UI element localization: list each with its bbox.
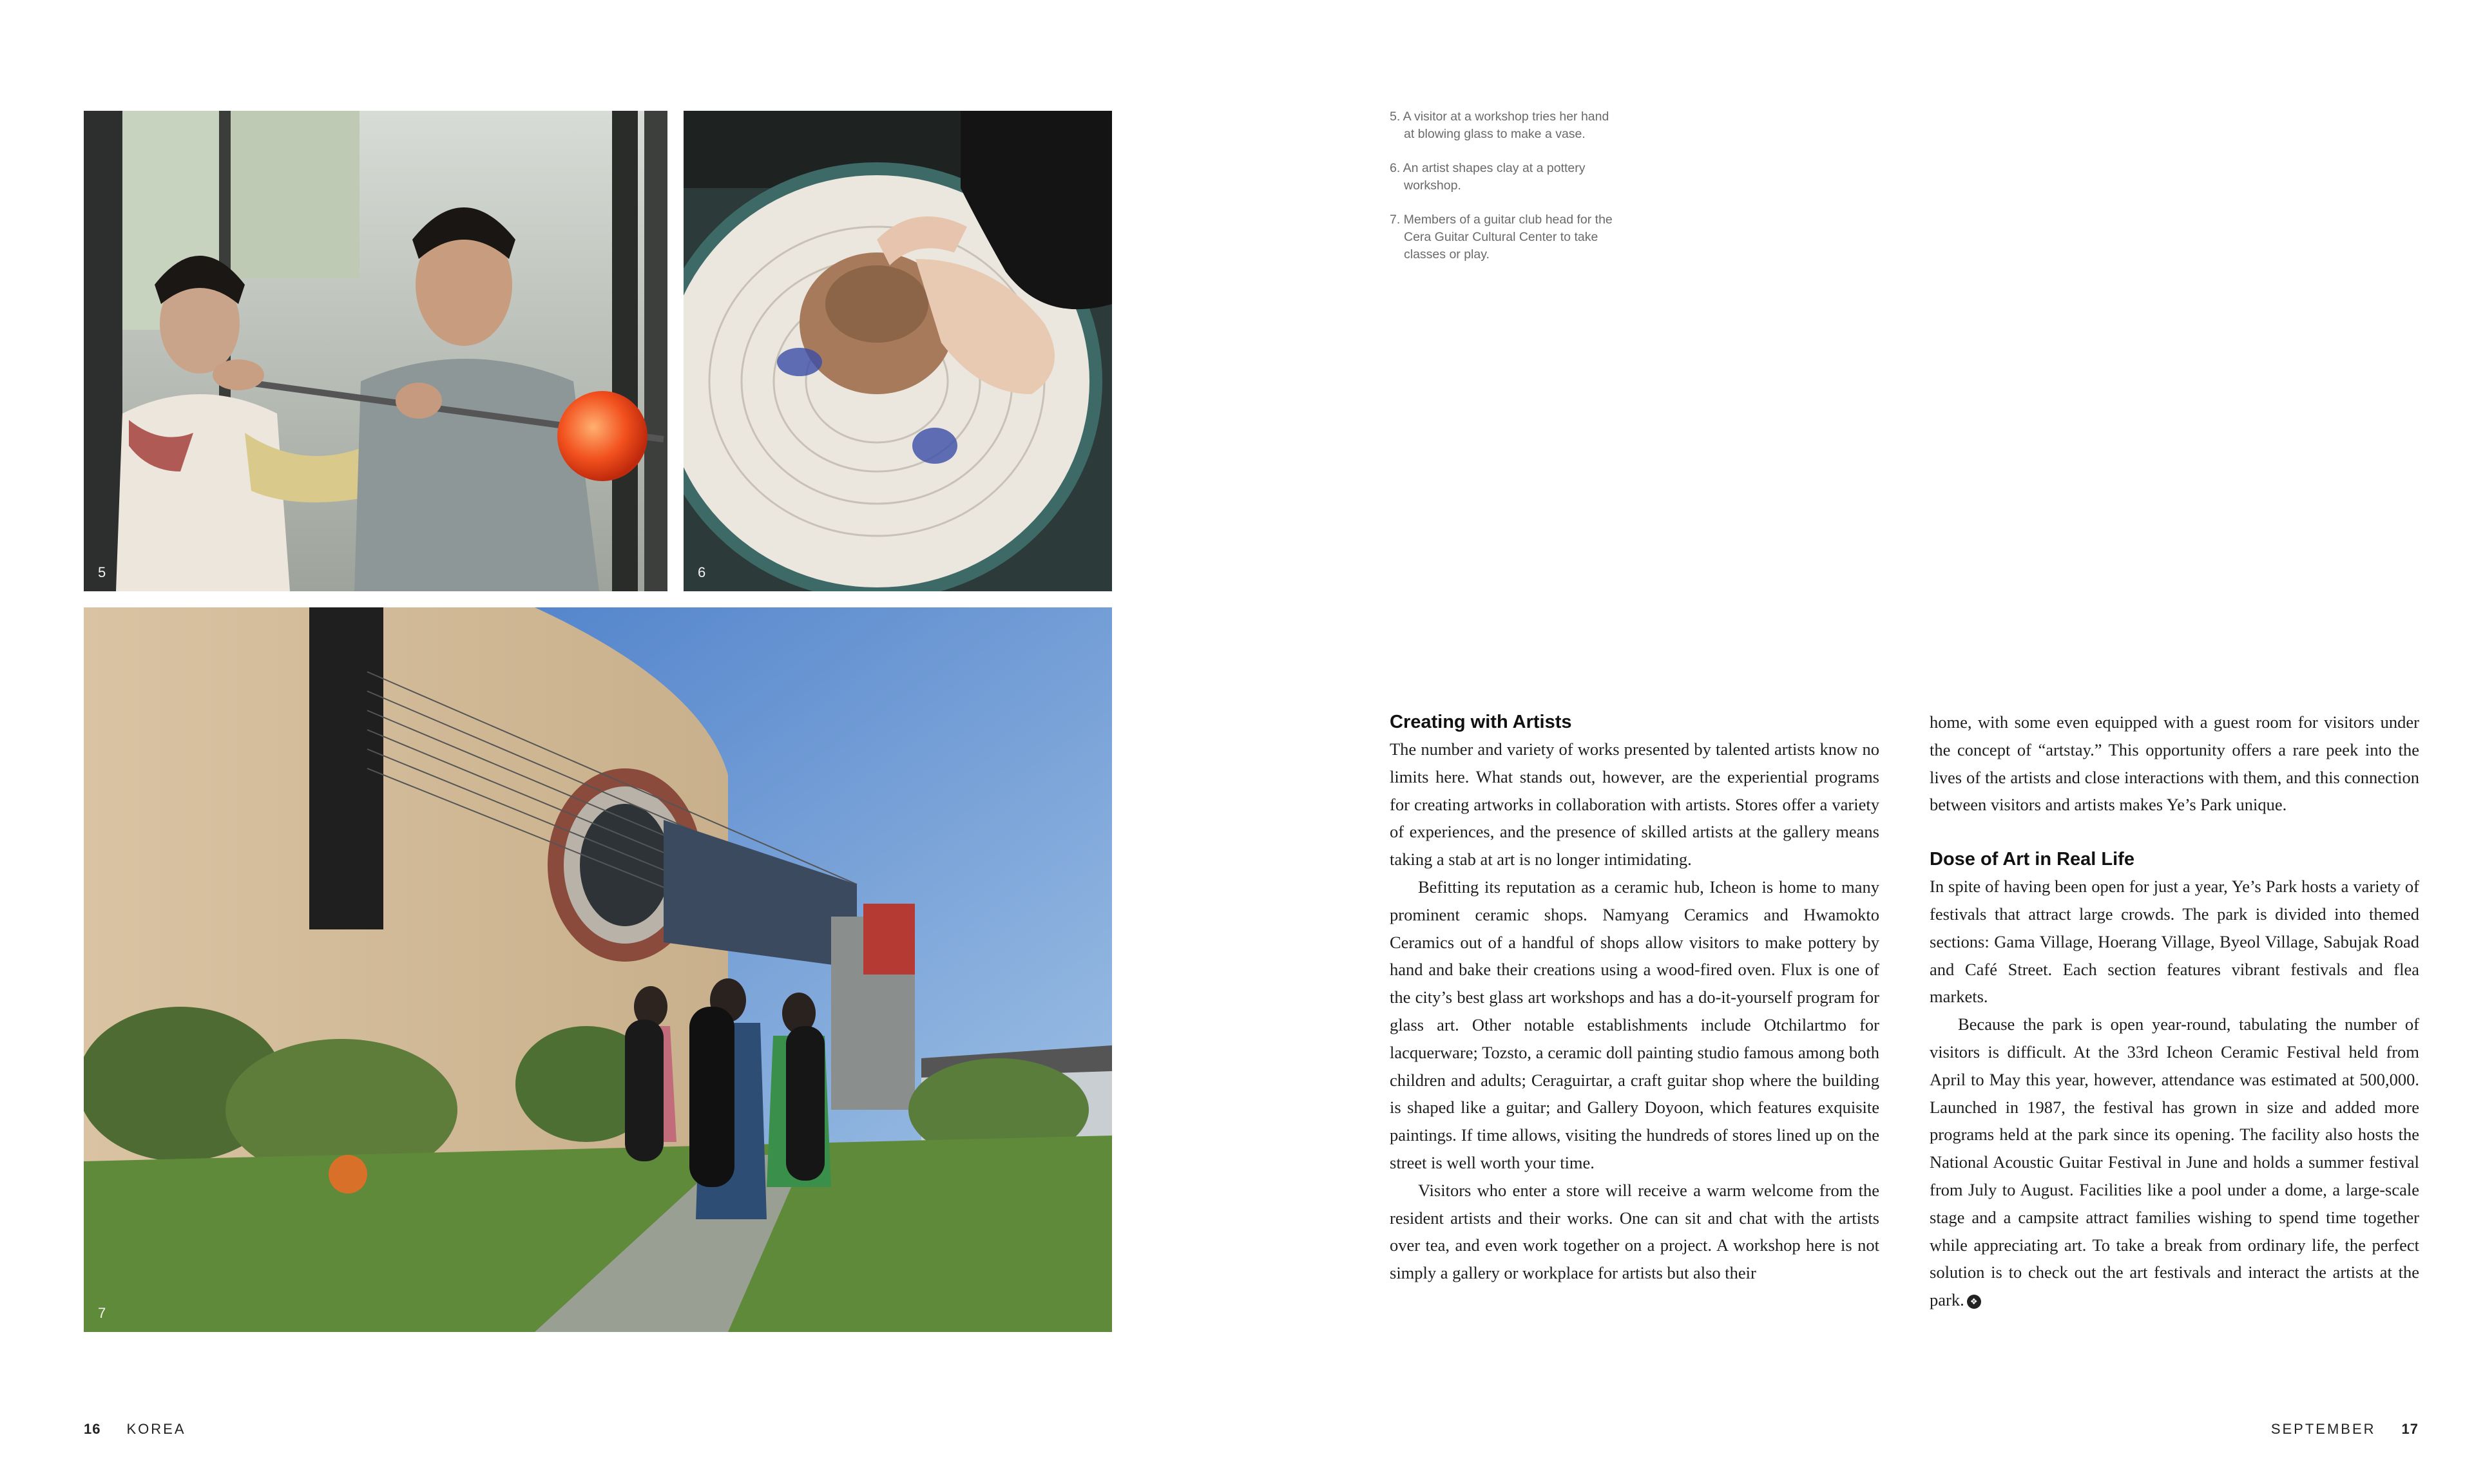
page-number-right: 17 bbox=[2401, 1421, 2419, 1437]
glass-blowing-image bbox=[84, 111, 667, 591]
photo-pottery-wheel bbox=[684, 111, 1112, 591]
page-number-left: 16 bbox=[84, 1421, 101, 1437]
paragraph bbox=[1930, 1011, 2419, 1314]
paragraph: Visitors who enter a store will receive a warm welcome from the resident artists and their works. One can sit and chat with the artists over tea, and even work together on a project. A workshop here is not simply a gallery or workplace for artists but also their bbox=[1390, 1180, 1879, 1283]
paragraph-text: Because the park is open year-round, tabulating the number of visitors is difficult. At the 33rd Icheon Ceramic Festival held from April to May this year, however, attendance was estimated at 500,000. Launched in 1987, the festival has grown in size and added more programs held at the park since its opening. The facility also hosts the National Acoustic Guitar Festival in June and holds a summer festival from July to August. Facilities like a pool under a dome, a large-scale stage and a campsite attract families wishing to spend time together while appreciating art. To take a break from ordinary life, the perfect solution is to check out the art festivals and interact the artists at the park. bbox=[1930, 1014, 2419, 1310]
pottery-wheel-image bbox=[684, 111, 1112, 591]
caption-5: 5. A visitor at a workshop tries her hand at blowing glass to make a vase. bbox=[1390, 109, 1609, 141]
issue-month: SEPTEMBER bbox=[2270, 1421, 2376, 1437]
photo-captions bbox=[1390, 108, 1622, 280]
section-heading-creating-with-artists: Creating with Artists bbox=[1390, 712, 1572, 732]
paragraph: Befitting its reputation as a ceramic hub, Icheon is home to many prominent ceramic shops. Namyang Ceramics and Hwamokto Ceramics out of a handful of shops allow visitors to make pottery by hand and bake their creations using a wood-fired oven. Flux is one of the city’s best glass art workshops and has a do-it-yourself program for glass art. Other notable establishments include Otchilartmo for lacquerware; Tozsto, a ceramic doll painting studio famous among both children and adults; Ceraguirtar, a craft guitar shop where the building is shaped like a guitar; and Gallery Doyoon, which features exquisite paintings. If time allows, visiting the hundreds of stores lined up on the street is well worth your time. bbox=[1390, 877, 1879, 1172]
photo-number: 7 bbox=[98, 1305, 106, 1321]
footer-left bbox=[84, 1421, 186, 1438]
paragraph: In spite of having been open for just a year, Ye’s Park hosts a variety of festivals that attract large crowds. The park is divided into themed sections: Gama Village, Hoerang Village, Byeol Village, Sabujak Road and Café Street. Each section features vibrant festivals and flea markets. bbox=[1930, 877, 2419, 1007]
end-of-article-icon: ❖ bbox=[1967, 1295, 1981, 1309]
photo-guitar-building bbox=[84, 607, 1112, 1332]
article-column-left bbox=[1390, 709, 1879, 1287]
photo-glass-blowing bbox=[84, 111, 667, 591]
paragraph: The number and variety of works presented by talented artists know no limits here. What stands out, however, are the experiential programs for creating artworks in collaboration with artists. Stores offer a variety of experiences, and the presence of skilled artists at the gallery means taking a stab at art is no longer intimidating. bbox=[1390, 739, 1879, 870]
footer-right bbox=[2271, 1421, 2419, 1438]
section-heading-dose-of-art: Dose of Art in Real Life bbox=[1930, 849, 2134, 870]
publication-name: KOREA bbox=[126, 1421, 186, 1437]
caption-6: 6. An artist shapes clay at a pottery workshop. bbox=[1390, 161, 1586, 193]
photo-number: 5 bbox=[98, 564, 106, 580]
caption-7: 7. Members of a guitar club head for the Cera Guitar Cultural Center to take classes or play. bbox=[1390, 213, 1613, 262]
article-column-right bbox=[1930, 709, 2419, 1314]
guitar-building-image bbox=[84, 607, 1112, 1332]
paragraph-continued: home, with some even equipped with a guest room for visitors under the concept of “artstay.” This opportunity offers a rare peek into the lives of the artists and close interactions with them, and this connection between visitors and artists makes Ye’s Park unique. bbox=[1930, 712, 2419, 815]
photo-number: 6 bbox=[698, 564, 706, 580]
